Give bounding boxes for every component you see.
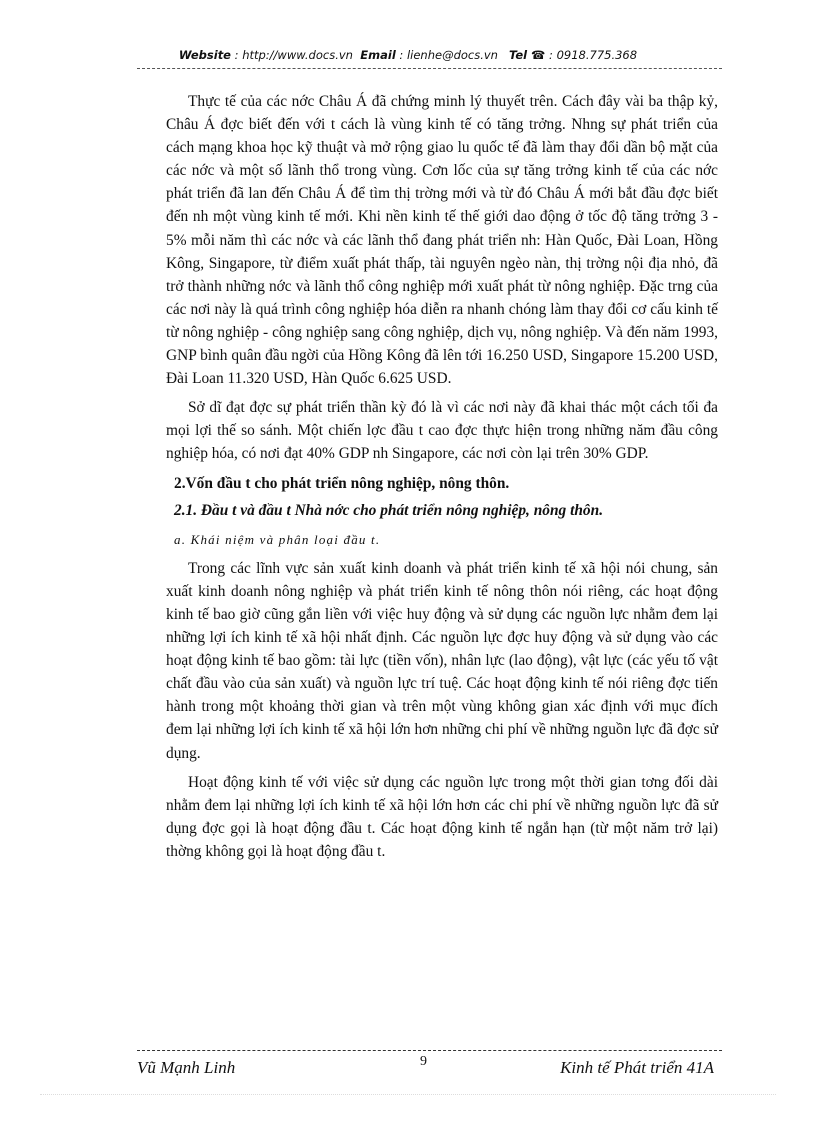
website-label: Website — [178, 48, 231, 62]
footer-class: Kinh tế Phát triển 41A — [560, 1058, 714, 1077]
tel-separator: : — [545, 48, 557, 62]
email-separator: : — [395, 48, 407, 62]
document-body — [166, 90, 718, 869]
section-heading: 2.Vốn đầu t cho phát triển nông nghiệp, nông thôn. — [174, 474, 510, 492]
header-divider — [137, 68, 722, 69]
tel-value: 0918.775.368 — [556, 48, 638, 62]
page-header — [0, 48, 816, 62]
page-footer — [137, 1054, 722, 1082]
email-value[interactable]: lienhe@docs.vn — [406, 48, 498, 62]
website-separator: : — [231, 48, 243, 62]
subsubsection-heading: a. Khái niệm và phân loại đầu t. — [174, 531, 381, 547]
page-number: 9 — [420, 1054, 427, 1069]
tel-label: Tel ☎ — [508, 48, 546, 62]
body-paragraph: Trong các lĩnh vực sản xuất kinh doanh và phát triển kinh tế xã hội nói chung, sản xuất kinh doanh nông nghiệp và phát triển kinh tế nông thôn nói riêng, các hoạt động kinh tế bao giờ cũng gắn liền với việc huy động và sử dụng các nguồn lực nhằm đem lại những lợi ích kinh tế xã hội nhất định. Các nguồn lực đợc huy động và sử dụng vào các hoạt động kinh tế bao gồm: tài lực (tiền vốn), nhân lực (lao động), vật lực (các yếu tố vật chất đầu vào của sản xuất) và nguồn lực trí tuệ. Các hoạt động kinh tế nói riêng đợc tiến hành trong một khoảng thời gian và trên một vùng không gian xác định với mục đích đem lại những lợi ích kinh tế xã hội lớn hơn những chi phí về những nguồn lực đã đợc sử dụng. — [166, 559, 718, 762]
email-label: Email — [360, 48, 396, 62]
footer-divider — [137, 1050, 722, 1051]
body-paragraph: Hoạt động kinh tế với việc sử dụng các nguồn lực trong một thời gian tơng đối dài nhằm đem lại những lợi ích kinh tế xã hội lớn hơn các chi phí về những nguồn lực đã sử dụng đợc gọi là hoạt động đầu t. Các hoạt động kinh tế ngắn hạn (từ một năm trở lại) thờng không gọi là hoạt động đầu t. — [166, 773, 718, 860]
subsection-heading: 2.1. Đầu t và đầu t Nhà nớc cho phát triển nông nghiệp, nông thôn. — [174, 501, 604, 519]
footer-author: Vũ Mạnh Linh — [137, 1058, 236, 1077]
body-paragraph: Thực tế của các nớc Châu Á đã chứng minh lý thuyết trên. Cách đây vài ba thập kỷ, Châu Á đợc biết đến với t cách là vùng kinh tế có tăng trởng. Nhng sự phát triển của cách mạng khoa học kỹ thuật và mở rộng giao lu quốc tế đã làm thay đổi dần bộ mặt của các nớc và một số lãnh thổ trong vùng. Cơn lốc của sự tăng trởng kinh tế của các nớc phát triển đã lan đến Châu Á để tìm thị trờng mới và từ đó Châu Á mới bắt đầu đợc biết đến nh một vùng kinh tế mới. Khi nền kinh tế thế giới dao động ở tốc độ tăng trởng 3 - 5% mỗi năm thì các nớc và các lãnh thổ đang phát triển nh: Hàn Quốc, Đài Loan, Hồng Kông, Singapore, từ điểm xuất phát thấp, tài nguyên ngèo nàn, thị trờng nội địa nhỏ, đã trở thành những nớc và lãnh thổ công nghiệp mới xuất phát từ nông nghiệp. Đặc trng của các nơi này là quá trình công nghiệp hóa diễn ra nhanh chóng làm thay đổi cơ cấu kinh tế từ nông nghiệp - công nghiệp sang công nghiệp, dịch vụ, nông nghiệp. Và đến năm 1993, GNP bình quân đầu ngời của Hồng Kông đã lên tới 16.250 USD, Singapore 15.200 USD, Đài Loan 11.320 USD, Hàn Quốc 6.625 USD. — [166, 93, 718, 388]
page-bottom-border — [40, 1094, 776, 1095]
body-paragraph: Sở dĩ đạt đợc sự phát triển thần kỳ đó là vì các nơi này đã khai thác một cách tối đa mọi lợi thế so sánh. Một chiến lợc đầu t cao đợc thực hiện trong những năm đầu công nghiệp hóa, có nơi đạt 40% GDP nh Singapore, các nơi còn lại trên 30% GDP. — [166, 399, 718, 463]
website-url[interactable]: http://www.docs.vn — [242, 48, 353, 62]
